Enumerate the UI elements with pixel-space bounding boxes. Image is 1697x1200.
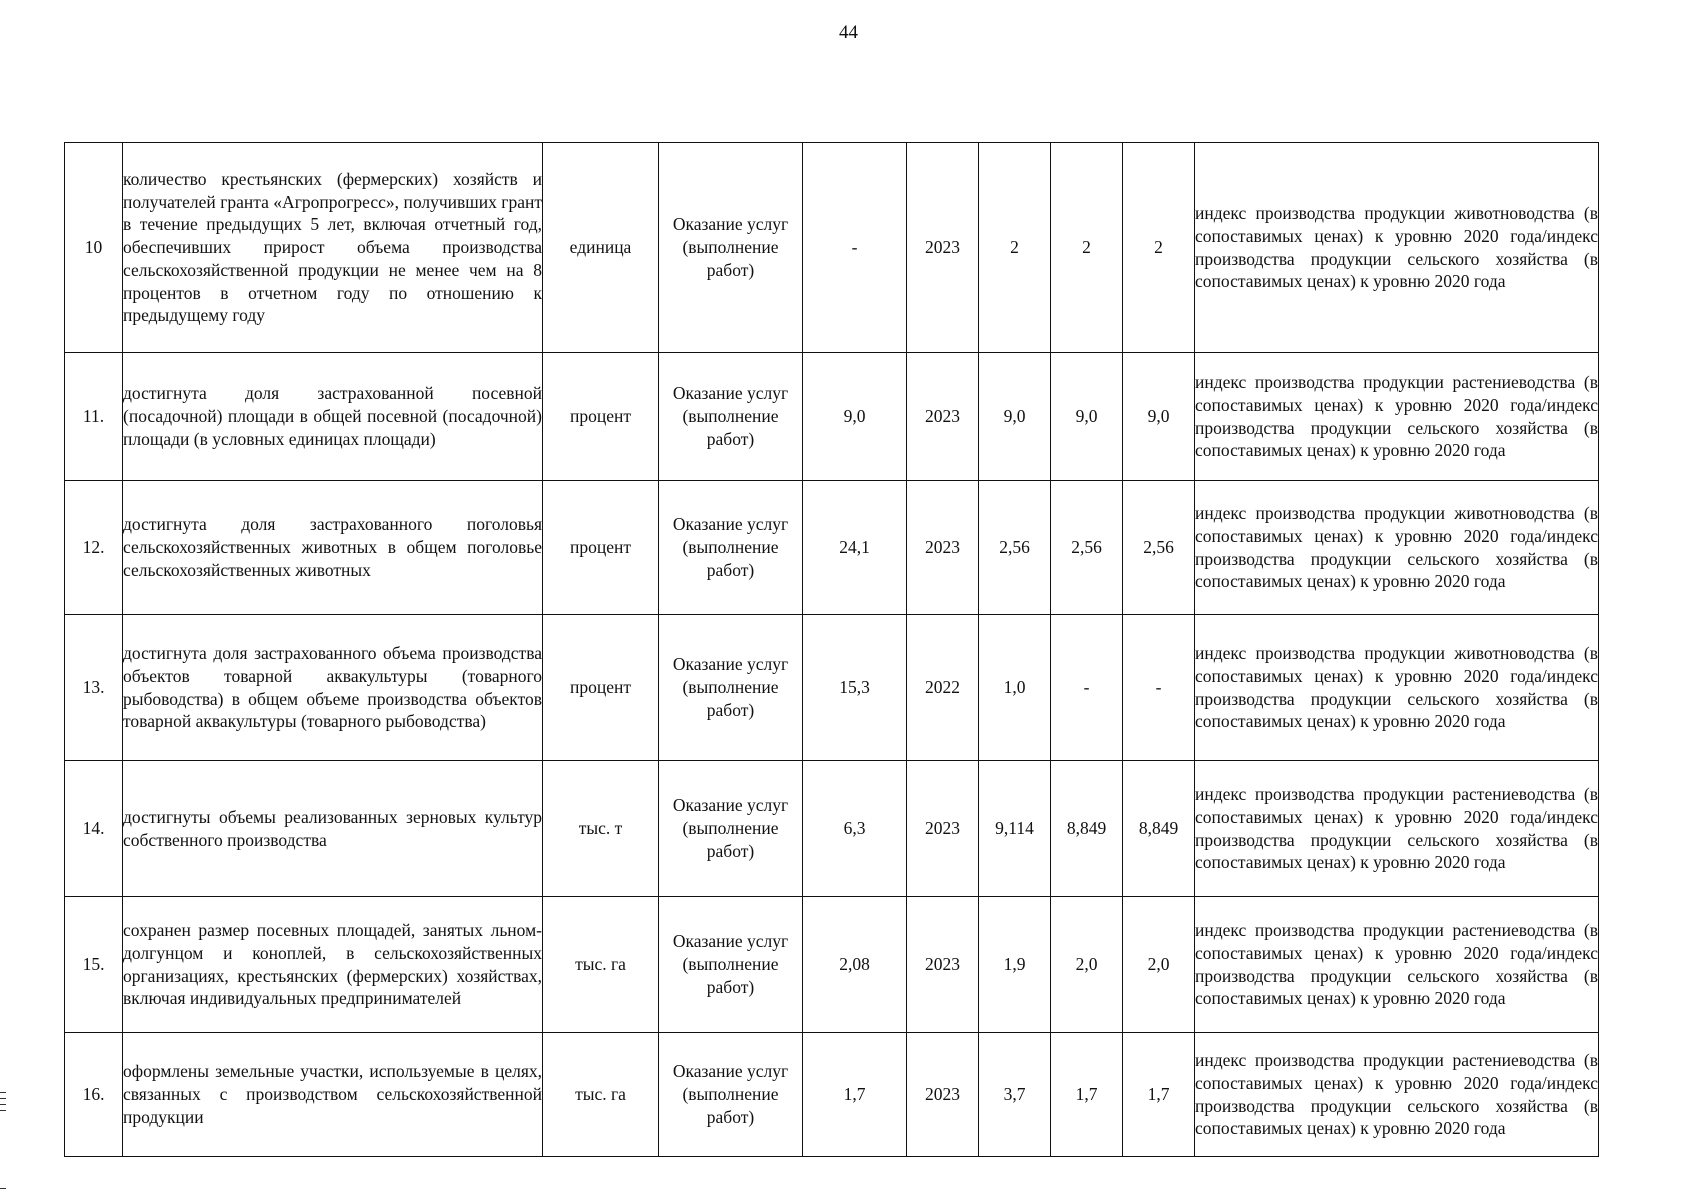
unit-of-measure: тыс. га — [543, 897, 659, 1033]
value-year-2: 9,0 — [1051, 353, 1123, 481]
base-year: 2023 — [907, 143, 979, 353]
value-year-1: 9,114 — [979, 761, 1051, 897]
base-year: 2023 — [907, 481, 979, 615]
base-value: 24,1 — [803, 481, 907, 615]
indicator-name: достигнуты объемы реализованных зерновых культур собственного производства — [123, 761, 543, 897]
value-year-2: 2,0 — [1051, 897, 1123, 1033]
unit-of-measure: процент — [543, 481, 659, 615]
relation-note: индекс производства продукции растениеводства (в сопоставимых ценах) к уровню 2020 года/индекс производства продукции сельского хозяйства (в сопоставимых ценах) к уровню 2020 года — [1195, 761, 1599, 897]
base-value: - — [803, 143, 907, 353]
relation-note: индекс производства продукции животноводства (в сопоставимых ценах) к уровню 2020 года/индекс производства продукции сельского хозяйства (в сопоставимых ценах) к уровню 2020 года — [1195, 143, 1599, 353]
table-row — [65, 1033, 1599, 1157]
unit-of-measure: процент — [543, 353, 659, 481]
indicator-name: достигнута доля застрахованной посевной (посадочной) площади в общей посевной (посадочной) площади (в условных единицах площади) — [123, 353, 543, 481]
unit-of-measure: тыс. т — [543, 761, 659, 897]
unit-of-measure: единица — [543, 143, 659, 353]
result-type: Оказание услуг (выполнение работ) — [659, 143, 803, 353]
indicator-name: достигнута доля застрахованного поголовья сельскохозяйственных животных в общем поголовье сельскохозяйственных животных — [123, 481, 543, 615]
table-row — [65, 353, 1599, 481]
result-type: Оказание услуг (выполнение работ) — [659, 897, 803, 1033]
result-type: Оказание услуг (выполнение работ) — [659, 1033, 803, 1157]
value-year-1: 1,9 — [979, 897, 1051, 1033]
value-year-1: 9,0 — [979, 353, 1051, 481]
row-number: 15. — [65, 897, 123, 1033]
row-number: 14. — [65, 761, 123, 897]
result-type: Оказание услуг (выполнение работ) — [659, 353, 803, 481]
value-year-1: 3,7 — [979, 1033, 1051, 1157]
relation-note: индекс производства продукции растениеводства (в сопоставимых ценах) к уровню 2020 года/индекс производства продукции сельского хозяйства (в сопоставимых ценах) к уровню 2020 года — [1195, 1033, 1599, 1157]
value-year-2: - — [1051, 615, 1123, 761]
base-value: 1,7 — [803, 1033, 907, 1157]
binding-mark — [0, 1092, 6, 1093]
relation-note: индекс производства продукции растениеводства (в сопоставимых ценах) к уровню 2020 года/индекс производства продукции сельского хозяйства (в сопоставимых ценах) к уровню 2020 года — [1195, 353, 1599, 481]
value-year-1: 1,0 — [979, 615, 1051, 761]
indicator-name: достигнута доля застрахованного объема производства объектов товарной аквакультуры (товарного рыбоводства) в общем объеме производства объектов товарной аквакультуры (товарного рыбоводства) — [123, 615, 543, 761]
value-year-3: 2,0 — [1123, 897, 1195, 1033]
value-year-2: 2,56 — [1051, 481, 1123, 615]
base-value: 2,08 — [803, 897, 907, 1033]
unit-of-measure: тыс. га — [543, 1033, 659, 1157]
value-year-3: 8,849 — [1123, 761, 1195, 897]
value-year-1: 2 — [979, 143, 1051, 353]
base-value: 6,3 — [803, 761, 907, 897]
unit-of-measure: процент — [543, 615, 659, 761]
row-number: 11. — [65, 353, 123, 481]
value-year-3: 2,56 — [1123, 481, 1195, 615]
table-row — [65, 615, 1599, 761]
value-year-3: 2 — [1123, 143, 1195, 353]
relation-note: индекс производства продукции животноводства (в сопоставимых ценах) к уровню 2020 года/индекс производства продукции сельского хозяйства (в сопоставимых ценах) к уровню 2020 года — [1195, 481, 1599, 615]
table-row — [65, 761, 1599, 897]
value-year-1: 2,56 — [979, 481, 1051, 615]
base-year: 2023 — [907, 897, 979, 1033]
indicators-table — [64, 142, 1599, 1157]
base-year: 2023 — [907, 761, 979, 897]
binding-mark — [0, 1188, 6, 1189]
base-year: 2023 — [907, 1033, 979, 1157]
value-year-3: 9,0 — [1123, 353, 1195, 481]
value-year-2: 1,7 — [1051, 1033, 1123, 1157]
table-row — [65, 897, 1599, 1033]
result-type: Оказание услуг (выполнение работ) — [659, 481, 803, 615]
row-number: 10 — [65, 143, 123, 353]
result-type: Оказание услуг (выполнение работ) — [659, 615, 803, 761]
value-year-2: 8,849 — [1051, 761, 1123, 897]
base-year: 2022 — [907, 615, 979, 761]
row-number: 13. — [65, 615, 123, 761]
relation-note: индекс производства продукции растениеводства (в сопоставимых ценах) к уровню 2020 года/индекс производства продукции сельского хозяйства (в сопоставимых ценах) к уровню 2020 года — [1195, 897, 1599, 1033]
base-value: 15,3 — [803, 615, 907, 761]
indicator-name: количество крестьянских (фермерских) хозяйств и получателей гранта «Агропрогресс», получивших грант в течение предыдущих 5 лет, включая отчетный год, обеспечивших прирост объема производства сельскохозяйственной продукции не менее чем на 8 процентов в отчетном году по отношению к предыдущему году — [123, 143, 543, 353]
base-value: 9,0 — [803, 353, 907, 481]
value-year-2: 2 — [1051, 143, 1123, 353]
indicator-name: сохранен размер посевных площадей, занятых льном-долгунцом и коноплей, в сельскохозяйственных организациях, крестьянских (фермерских) хозяйствах, включая индивидуальных предпринимателей — [123, 897, 543, 1033]
binding-mark — [0, 1110, 6, 1111]
base-year: 2023 — [907, 353, 979, 481]
value-year-3: - — [1123, 615, 1195, 761]
indicator-name: оформлены земельные участки, используемые в целях, связанных с производством сельскохозяйственной продукции — [123, 1033, 543, 1157]
binding-mark — [0, 1098, 6, 1099]
page-number: 44 — [839, 22, 858, 43]
row-number: 12. — [65, 481, 123, 615]
relation-note: индекс производства продукции животноводства (в сопоставимых ценах) к уровню 2020 года/индекс производства продукции сельского хозяйства (в сопоставимых ценах) к уровню 2020 года — [1195, 615, 1599, 761]
table-row — [65, 481, 1599, 615]
result-type: Оказание услуг (выполнение работ) — [659, 761, 803, 897]
table-row — [65, 143, 1599, 353]
value-year-3: 1,7 — [1123, 1033, 1195, 1157]
row-number: 16. — [65, 1033, 123, 1157]
binding-mark — [0, 1104, 6, 1105]
